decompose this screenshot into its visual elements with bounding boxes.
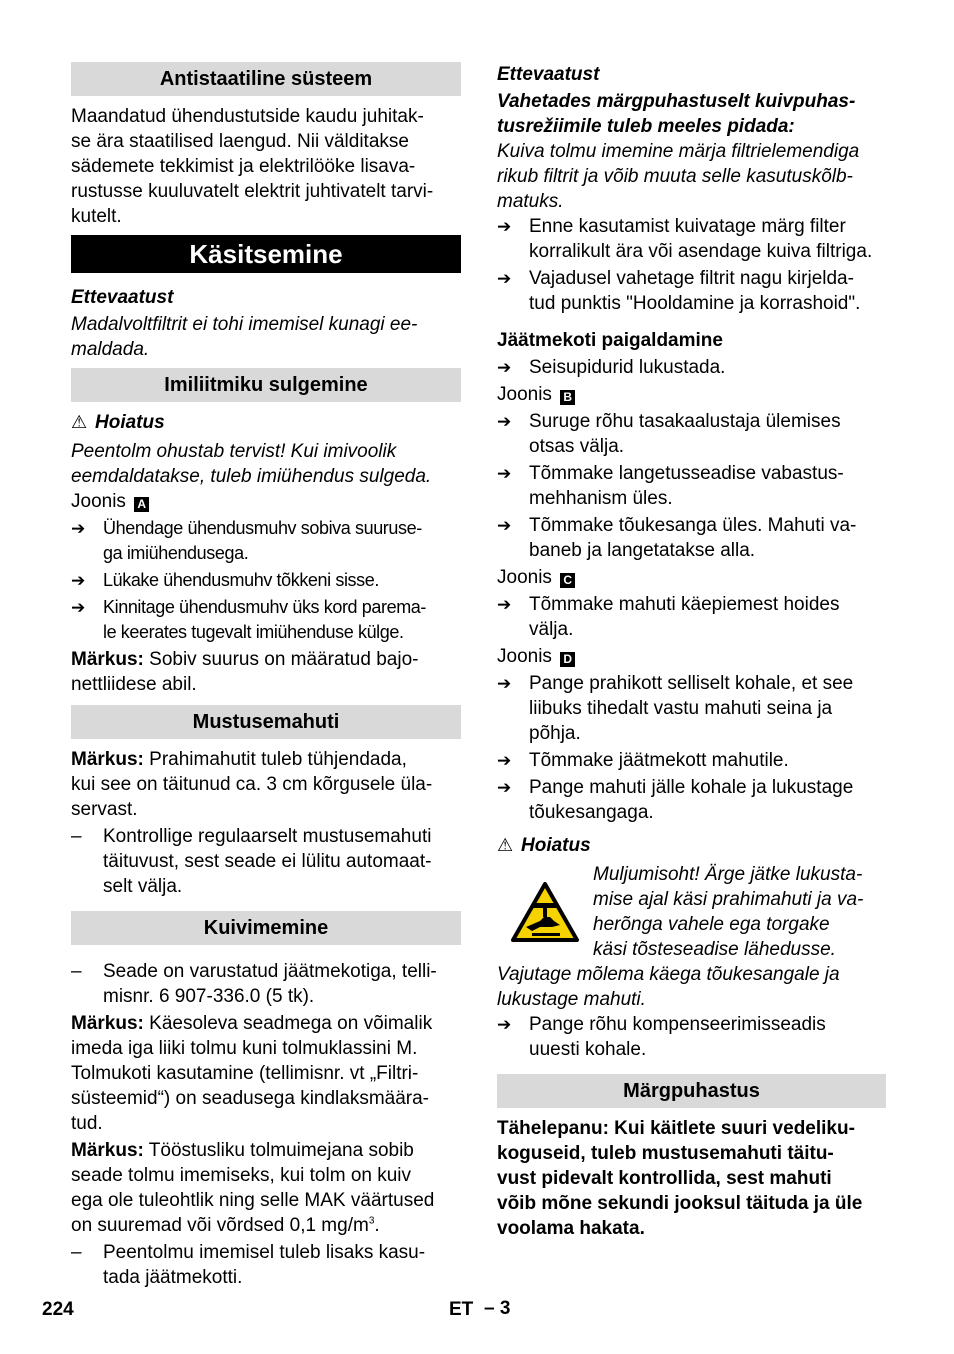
arrow-icon: ➔ [497,269,512,288]
left-column [71,62,461,1292]
text-line: Maandatud ühendustutside kaudu juhitak- [71,106,424,127]
text-line: tud punktis "Hooldamine ja korrashoid". [529,293,861,314]
crush-warning [497,862,886,962]
note-label: Märkus: [71,749,144,770]
main-heading: Käsitsemine [71,235,461,273]
warning-block [497,833,886,858]
text-line: Tõmmake jäätmekott mahutile. [529,750,789,771]
step-text [529,594,839,640]
item-text [103,961,437,1007]
arrow-icon: ➔ [497,595,512,614]
closing-steps [71,516,461,645]
step-item [497,461,886,511]
text-line: vust pidevalt kontrollida, sest mahuti [497,1168,832,1189]
text-line: tud. [71,1113,103,1134]
arrow-icon: ➔ [71,571,85,590]
bag-steps-c [497,592,886,642]
antistatic-text [71,104,461,229]
figure-letter-a: A [134,497,149,512]
step-item [497,1012,886,1062]
dash-marker: – [71,826,82,847]
arrow-icon: ➔ [71,519,85,538]
arrow-icon: ➔ [497,412,512,431]
arrow-icon: ➔ [497,751,512,770]
text-line: välja. [529,619,574,640]
step-item [71,516,461,566]
note-text-end: . [374,1215,380,1236]
text-line: Tähelepanu: Kui käitlete suuri vedeliku- [497,1118,855,1139]
closing-note [71,647,461,697]
text-line: Tõmmake langetusseadise vabastus- [529,463,844,484]
text-line: käsi tõsteseadise lähedusse. [593,939,836,960]
text-line: Seade on varustatud jäätmekotiga, telli- [103,961,437,982]
text-line: Käesoleva seadmega on võimalik [149,1013,433,1034]
text-line: Prahimahutit tuleb tühjendada, [149,749,407,770]
text-line: baneb ja langetatakse alla. [529,540,756,561]
note-text-last: on suuremad või võrdsed 0,1 mg/m [71,1215,369,1236]
step-text [103,570,379,590]
section-heading-dirt: Mustusemahuti [71,705,461,739]
text-line: mise ajal käsi prahimahuti ja va- [593,889,864,910]
text-line: Tõmmake mahuti käepiemest hoides [529,594,840,615]
figure-letter-d: D [560,652,575,667]
text-line: liibuks tihedalt vastu mahuti seina ja [529,698,833,719]
text-line: Madalvoltfiltrit ei tohi imemisel kunagi ee- [71,314,418,335]
arrow-icon: ➔ [497,217,512,236]
bag-step-last [497,1012,886,1062]
text-line: täituvust, sest seade ei lülitu automaat- [103,851,432,872]
text-line: Kontrollige regulaarselt mustusemahuti [103,826,432,847]
text-line: selt välja. [103,876,183,897]
arrow-icon: ➔ [497,1015,512,1034]
warning-triangle-icon: ⚠ [497,835,514,855]
footer-section: – 3 [484,1298,511,1319]
text-line: matuks. [497,191,564,212]
step-item [71,568,461,593]
warning-title: Hoiatus [521,835,591,856]
text-line: Kuiva tolmu imemine märja filtrielemendiga [497,141,860,162]
step-item [497,266,886,316]
figure-label: Joonis [497,384,552,405]
text-line: kutelt. [71,206,122,227]
dirt-note [71,747,461,822]
text-line: misnr. 6 907-336.0 (5 tk). [103,986,315,1007]
text-line: Seisupidurid lukustada. [529,357,726,378]
text-line: servast. [71,799,138,820]
step-text [529,216,872,262]
step-text [529,777,853,823]
step-text [529,268,860,314]
after-warning-text [497,962,886,1012]
step-text [529,463,844,509]
text-line: Tõmmake tõukesanga üles. Mahuti va- [529,515,857,536]
text-line: Muljumisoht! Ärge jätke lukusta- [593,864,863,885]
text-line: süsteemid“) on seadusega kindlaksmäära- [71,1088,430,1109]
step-text [529,411,841,457]
dry-note-2 [71,1138,461,1238]
step-item [497,775,886,825]
text-line: eemdaldatakse, tuleb imiühendus sulgeda. [71,466,432,487]
step-text [529,357,725,378]
text-line: le keerates tugevalt imiühenduse külge. [103,622,404,642]
section-heading-closing: Imiliitmiku sulgemine [71,368,461,402]
text-line: seade tolmu imemiseks, kui tolm on kuiv [71,1165,412,1186]
note-label: Märkus: [71,1013,144,1034]
warning-text [71,439,461,489]
caution-text [71,312,461,362]
text-line: imeda iga liiki tolmu kuni tolmuklassini M. [71,1038,418,1059]
figure-ref-d [497,644,886,669]
step-item [71,595,461,645]
footer-lang: ET [449,1299,474,1320]
list-item [71,959,461,1009]
figure-letter-b: B [560,390,575,405]
text-line: Vajadusel vahetage filtrit nagu kirjelda- [529,268,854,289]
section-heading-dry: Kuivimemine [71,911,461,945]
caution-text [497,139,886,214]
figure-label: Joonis [497,646,552,667]
bag-steps-d [497,671,886,825]
text-line: korralikult ära või asendage kuiva filtriga. [529,241,873,262]
step-text [103,518,422,563]
text-line: tada jäätmekotti. [103,1267,243,1288]
figure-ref-a [71,489,461,514]
caution-steps [497,214,886,316]
arrow-icon: ➔ [497,516,512,535]
text-line: otsas välja. [529,436,625,457]
list-item [71,824,461,899]
text-line: voolama hakata. [497,1218,645,1239]
text-line: Peentolm ohustab tervist! Kui imivoolik [71,441,397,462]
step-text [529,1014,826,1060]
warning-title: Hoiatus [95,412,165,433]
step-text [529,750,789,771]
step-item [497,671,886,746]
figure-label: Joonis [497,567,552,588]
text-line: nettliidese abil. [71,674,197,695]
section-heading-wet: Märgpuhastus [497,1074,886,1108]
bag-steps-b [497,409,886,563]
step-item [497,355,886,380]
text-line: Suruge rõhu tasakaalustaja ülemises [529,411,841,432]
dash-marker: – [71,1242,82,1263]
warning-block [71,410,461,435]
bag-heading: Jäätmekoti paigaldamine [497,330,723,351]
text-line: Sobiv suurus on määratud bajo- [149,649,419,670]
arrow-icon: ➔ [497,778,512,797]
note-label: Märkus: [71,649,144,670]
text-line: koguseid, tuleb mustusemahuti täitu- [497,1143,834,1164]
text-line: Peentolmu imemisel tuleb lisaks kasu- [103,1242,426,1263]
text-line: Vajutage mõlema käega tõukesangale ja [497,964,840,985]
text-line: Tolmukoti kasutamine (tellimisnr. vt „Filtri- [71,1063,419,1084]
text-line: tusrežiimile tuleb meeles pidada: [497,116,795,137]
figure-ref-b [497,382,886,407]
figure-ref-c [497,565,886,590]
step-item [497,409,886,459]
text-line: võib mõne sekundi jooksul täituda ja üle [497,1193,863,1214]
text-line: Vahetades märgpuhastuselt kuivpuhas- [497,91,856,112]
arrow-icon: ➔ [497,674,512,693]
step-item [497,513,886,563]
text-line: ga imiühendusega. [103,543,249,563]
step-text [529,515,856,561]
arrow-icon: ➔ [497,358,512,377]
caution-title: Ettevaatust [497,64,600,85]
text-line: Enne kasutamist kuivatage märg filter [529,216,846,237]
step-item [497,592,886,642]
section-heading-antistatic: Antistaatiline süsteem [71,62,461,96]
right-column [497,62,886,1241]
text-line: Pange mahuti jälle kohale ja lukustage [529,777,854,798]
text-line: mehhanism üles. [529,488,673,509]
arrow-icon: ➔ [497,464,512,483]
wet-attention-text [497,1116,886,1241]
list-item [71,1240,461,1290]
text-line: Pange prahikott selliselt kohale, et see [529,673,854,694]
caution-title: Ettevaatust [71,287,174,308]
hand-crush-warning-icon [497,862,593,962]
text-line: Tööstusliku tolmuimejana sobib [148,1140,414,1161]
superscript: 3 [368,1215,375,1227]
item-text [103,1242,425,1288]
figure-label: Joonis [71,491,126,512]
caution-bold-text [497,89,886,139]
dry-note-1 [71,1011,461,1136]
bag-step0 [497,355,886,380]
page-number: 224 [42,1299,74,1320]
text-line: Ühendage ühendusmuhv sobiva suuruse- [103,518,422,538]
text-line: tõukesangaga. [529,802,654,823]
text-line: herõnga vahele ega torgake [593,914,830,935]
text-line: se ära staatilised laengud. Nii välditakse [71,131,409,152]
note-label: Märkus: [71,1140,144,1161]
warning-triangle-icon: ⚠ [71,412,88,432]
text-line: rustusse kuuluvatelt elektrit juhtivatelt tarvi- [71,181,434,202]
step-text [103,597,426,642]
text-line: uuesti kohale. [529,1039,647,1060]
text-line: lukustage mahuti. [497,989,646,1010]
step-item [497,748,886,773]
arrow-icon: ➔ [71,598,85,617]
text-line: kui see on täitunud ca. 3 cm kõrgusele üla- [71,774,433,795]
step-item [497,214,886,264]
text-line: Kinnitage ühendusmuhv üks kord parema- [103,597,426,617]
dash-marker: – [71,961,82,982]
item-text [103,826,431,897]
text-line: põhja. [529,723,581,744]
text-line: Pange rõhu kompenseerimisseadis [529,1014,826,1035]
text-line: ega ole tuleohtlik ning selle MAK väärtused [71,1190,435,1211]
text-line: rikub filtrit ja võib muuta selle kasutuskõlb- [497,166,853,187]
step-text [529,673,853,744]
figure-letter-c: C [560,573,575,588]
text-line: maldada. [71,339,150,360]
text-line: sädemete tekkimist ja elektrilööke lisava- [71,156,416,177]
crush-warning-text [593,862,863,962]
text-line: Lükake ühendusmuhv tõkkeni sisse. [103,570,379,590]
